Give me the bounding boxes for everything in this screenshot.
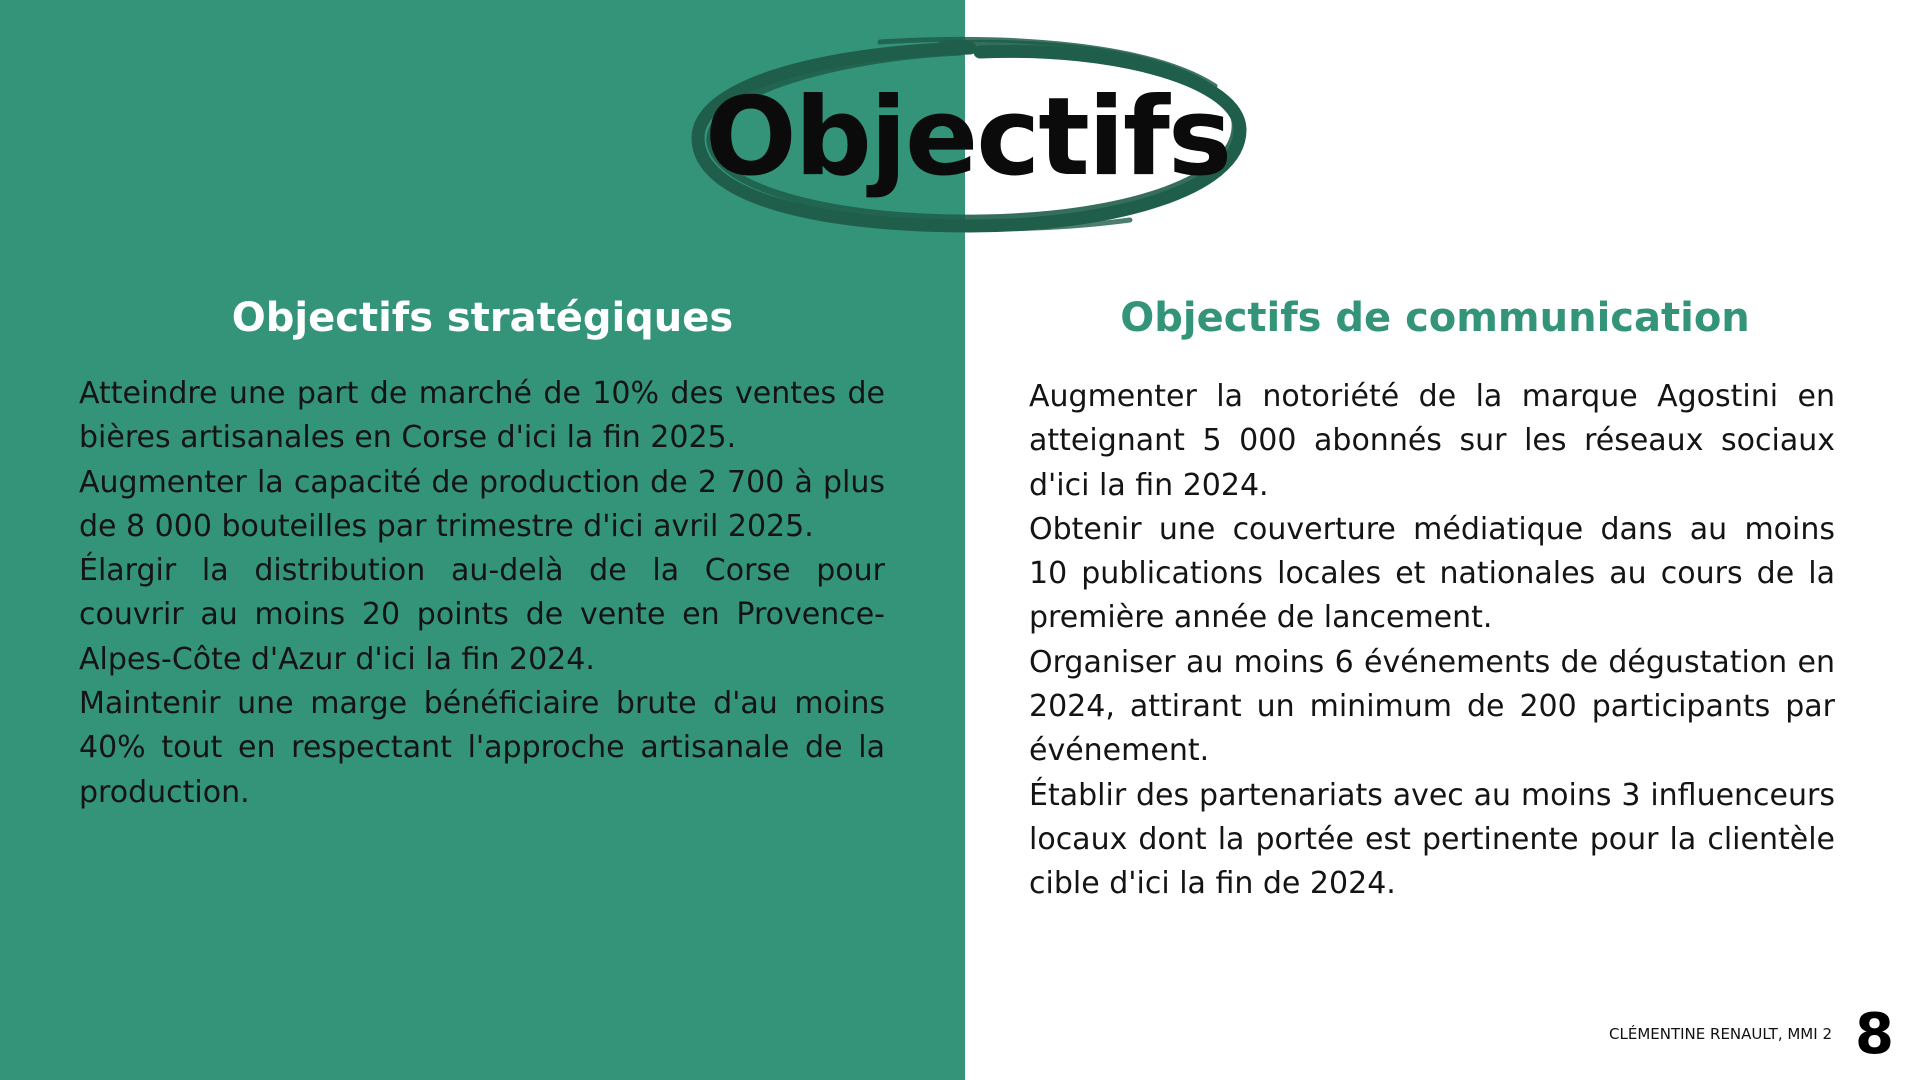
list-item: Atteindre une part de marché de 10% des ventes de bières artisanales en Corse d'ici la fin 2025. bbox=[79, 376, 885, 456]
page-number: 8 bbox=[1855, 1002, 1894, 1067]
list-item: Élargir la distribution au-delà de la Corse pour couvrir au moins 20 points de vente en Provence-Alpes-Côte d'Azur d'ici la fin 2024. bbox=[79, 553, 885, 677]
list-item: Augmenter la notoriété de la marque Agostini en atteignant 5 000 abonnés sur les réseaux sociaux d'ici la fin 2024. bbox=[1029, 379, 1835, 503]
list-item: Augmenter la capacité de production de 2 700 à plus de 8 000 bouteilles par trimestre d'ici avril 2025. bbox=[79, 464, 885, 544]
strategic-objectives-list bbox=[79, 372, 885, 815]
communication-objectives-heading: Objectifs de communication bbox=[1120, 295, 1750, 341]
list-item: Obtenir une couverture médiatique dans au moins 10 publications locales et nationales au cours de la première année de lancement. bbox=[1029, 511, 1835, 636]
footer-author: CLÉMENTINE RENAULT, MMI 2 bbox=[1609, 1025, 1832, 1043]
list-item: Établir des partenariats avec au moins 3 influenceurs locaux dont la portée est pertinente pour la clientèle cible d'ici la fin de 2024. bbox=[1029, 777, 1835, 902]
page-title: Objectifs bbox=[704, 75, 1231, 200]
title-block bbox=[680, 30, 1255, 245]
list-item: Organiser au moins 6 événements de dégustation en 2024, attirant un minimum de 200 participants par événement. bbox=[1029, 644, 1835, 769]
list-item: Maintenir une marge bénéficiaire brute d'au moins 40% tout en respectant l'approche artisanale de la production. bbox=[79, 686, 885, 810]
communication-objectives-list bbox=[1029, 375, 1835, 907]
strategic-objectives-heading: Objectifs stratégiques bbox=[231, 295, 734, 341]
